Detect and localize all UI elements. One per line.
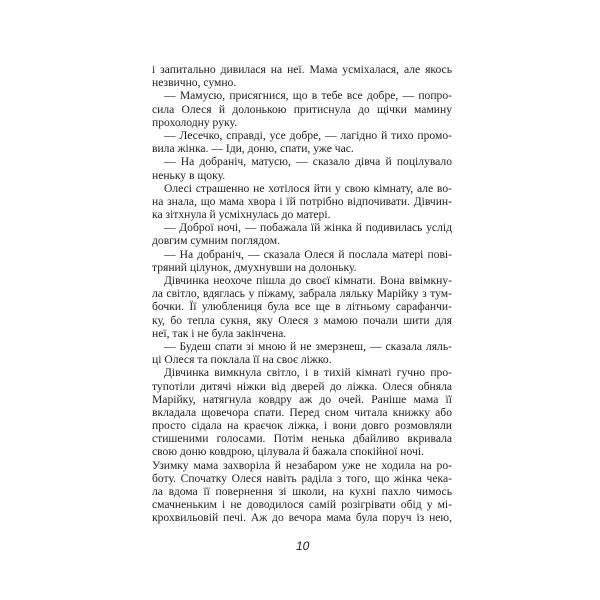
text-line: вила жінка. — Іди, доню, спати, уже час. xyxy=(152,142,354,156)
text-line: і запитально дивилася на неї. Мама усміхалася, але якось xyxy=(152,63,452,76)
text-line: на знала, що мама хвора і їй потрібно відпочивати. Дівчин- xyxy=(152,194,452,208)
text-line: свою доню ковдрою, цілувала й бажала спокійної ночі. xyxy=(152,445,424,459)
page-number: 10 xyxy=(296,539,310,553)
text-line: крохвильовій печі. Аж до вечора мама була поруч із нею, xyxy=(152,511,452,525)
text-line: — Мамусю, присягнися, що в тебе все добре, — попро- xyxy=(164,89,452,103)
text-line: Узимку мама захворіла й незабаром уже не ходила на ро- xyxy=(152,458,452,472)
text-line: стишеними голосами. Потім ненька дбайливо вкривала xyxy=(152,432,452,446)
text-line: Дівчинка неохоче пішла до своєї кімнати. Вона ввімкну- xyxy=(164,274,452,287)
text-line: — На добраніч, матусю, — сказало дівча й поцілувало xyxy=(164,155,452,169)
text-line: неньку в щоку. xyxy=(152,168,226,182)
text-line: тупотіли дитячі ніжки від дверей до ліжка. Олеся обняла xyxy=(152,379,452,393)
text-line: смачненьким і не доводилося самій розігрівати обід у мі- xyxy=(152,498,452,512)
text-line: ла світло, вдяглась у піжаму, забрала ляльку Марійку з тум- xyxy=(152,287,452,301)
text-line: ла вдома її повернення зі школи, на кухні пахло чимось xyxy=(152,485,452,498)
text-line: бочки. Її улюблениця була все ще в літньому сарафанчи- xyxy=(152,300,452,314)
text-line: ка зітхнула й усміхнулась до матері. xyxy=(152,208,331,222)
text-line: Олесі страшенно не хотілося йти у свою кімнату, але во- xyxy=(164,181,452,195)
text-line: — Лесечко, справді, усе добре, — лагідно й тихо промо- xyxy=(164,128,452,142)
text-line: неї, так і не була закінчена. xyxy=(152,326,287,340)
text-line: — Доброї ночі, — побажала їй жінка й подивилась услід xyxy=(164,221,452,235)
text-line: незвично, сумно. xyxy=(152,76,237,90)
text-line: боту. Спочатку Олеся навіть раділа з того, що жінка чека- xyxy=(152,471,452,485)
text-line: — Будеш спати зі мною й не змерзнеш, — сказала ляль- xyxy=(164,339,452,353)
body-text xyxy=(152,63,452,525)
text-line: тряний цілунок, дмухнувши на долоньку. xyxy=(152,260,357,274)
text-line: прохолодну руку. xyxy=(152,115,237,129)
text-line: Марійку, натягнула ковдру аж до очей. Раніше мама її xyxy=(152,392,452,406)
text-line: ці Олеся та поклала її на своє ліжко. xyxy=(152,353,332,367)
text-line: ку, бо тепла сукня, яку Олеся з мамою почали шити для xyxy=(152,313,452,327)
text-line: вкладала щовечора спати. Перед сном читала книжку або xyxy=(152,405,452,419)
text-line: — На добраніч, — сказала Олеся й послала матері пові- xyxy=(164,247,452,261)
text-line: Дівчинка вимкнула світло, і в тихій кімнаті гучно про- xyxy=(164,366,452,380)
text-line: просто сідала на краєчок ліжка, і вони довго розмовляли xyxy=(152,419,452,433)
text-line: довгим сумним поглядом. xyxy=(152,234,280,248)
text-line: сила Олеся й долонькою притиснула до щічки мамину xyxy=(152,102,452,116)
